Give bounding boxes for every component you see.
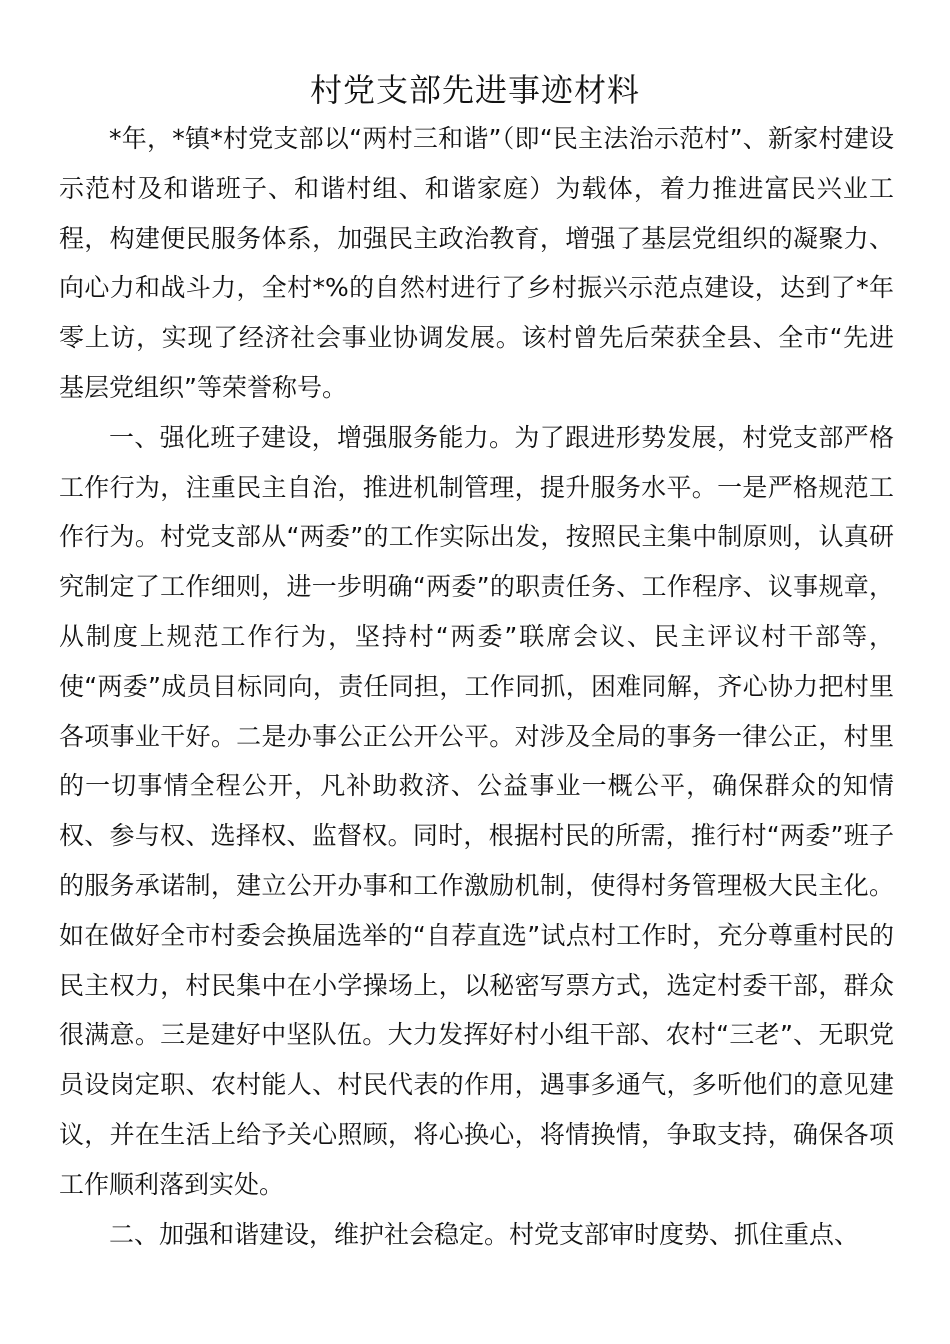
paragraph-intro: *年，*镇*村党支部以“两村三和谐”（即“民主法治示范村”、新家村建设示范村及和谐班子、和谐村组、和谐家庭）为载体，着力推进富民兴业工程，构建便民服务体系，加强民主政治教育，增强了基层党组织的凝聚力、向心力和战斗力，全村*%的自然村进行了乡村振兴示范点建设，达到了*年零上访，实现了经济社会事业协调发展。该村曾先后荣获全县、全市“先进基层党组织”等荣誉称号。 [59, 124, 894, 402]
document-body [59, 114, 894, 1259]
paragraph-section-one: 一、强化班子建设，增强服务能力。为了跟进形势发展，村党支部严格工作行为，注重民主自治，推进机制管理，提升服务水平。一是严格规范工作行为。村党支部从“两委”的工作实际出发，按照民主集中制原则，认真研究制定了工作细则，进一步明确“两委”的职责任务、工作程序、议事规章，从制度上规范工作行为，坚持村“两委”联席会议、民主评议村干部等，使“两委”成员目标同向，责任同担，工作同抓，困难同解，齐心协力把村里各项事业干好。二是办事公正公开公平。对涉及全局的事务一律公正，村里的一切事情全程公开，凡补助救济、公益事业一概公平，确保群众的知情权、参与权、选择权、监督权。同时，根据村民的所需，推行村“两委”班子的服务承诺制，建立公开办事和工作激励机制，使得村务管理极大民主化。如在做好全市村委会换届选举的“自荐直选”试点村工作时，充分尊重村民的民主权力，村民集中在小学操场上，以秘密写票方式，选定村委干部，群众很满意。三是建好中坚队伍。大力发挥好村小组干部、农村“三老”、无职党员设岗定职、农村能人、村民代表的作用，遇事多通气，多听他们的意见建议，并在生活上给予关心照顾，将心换心，将情换情，争取支持，确保各项工作顺利落到实处。 [59, 422, 894, 1199]
paragraph-section-two: 二、加强和谐建设，维护社会稳定。村党支部审时度势、抓住重点、 [109, 1219, 860, 1249]
document-title: 村党支部先进事迹材料 [309, 71, 640, 109]
